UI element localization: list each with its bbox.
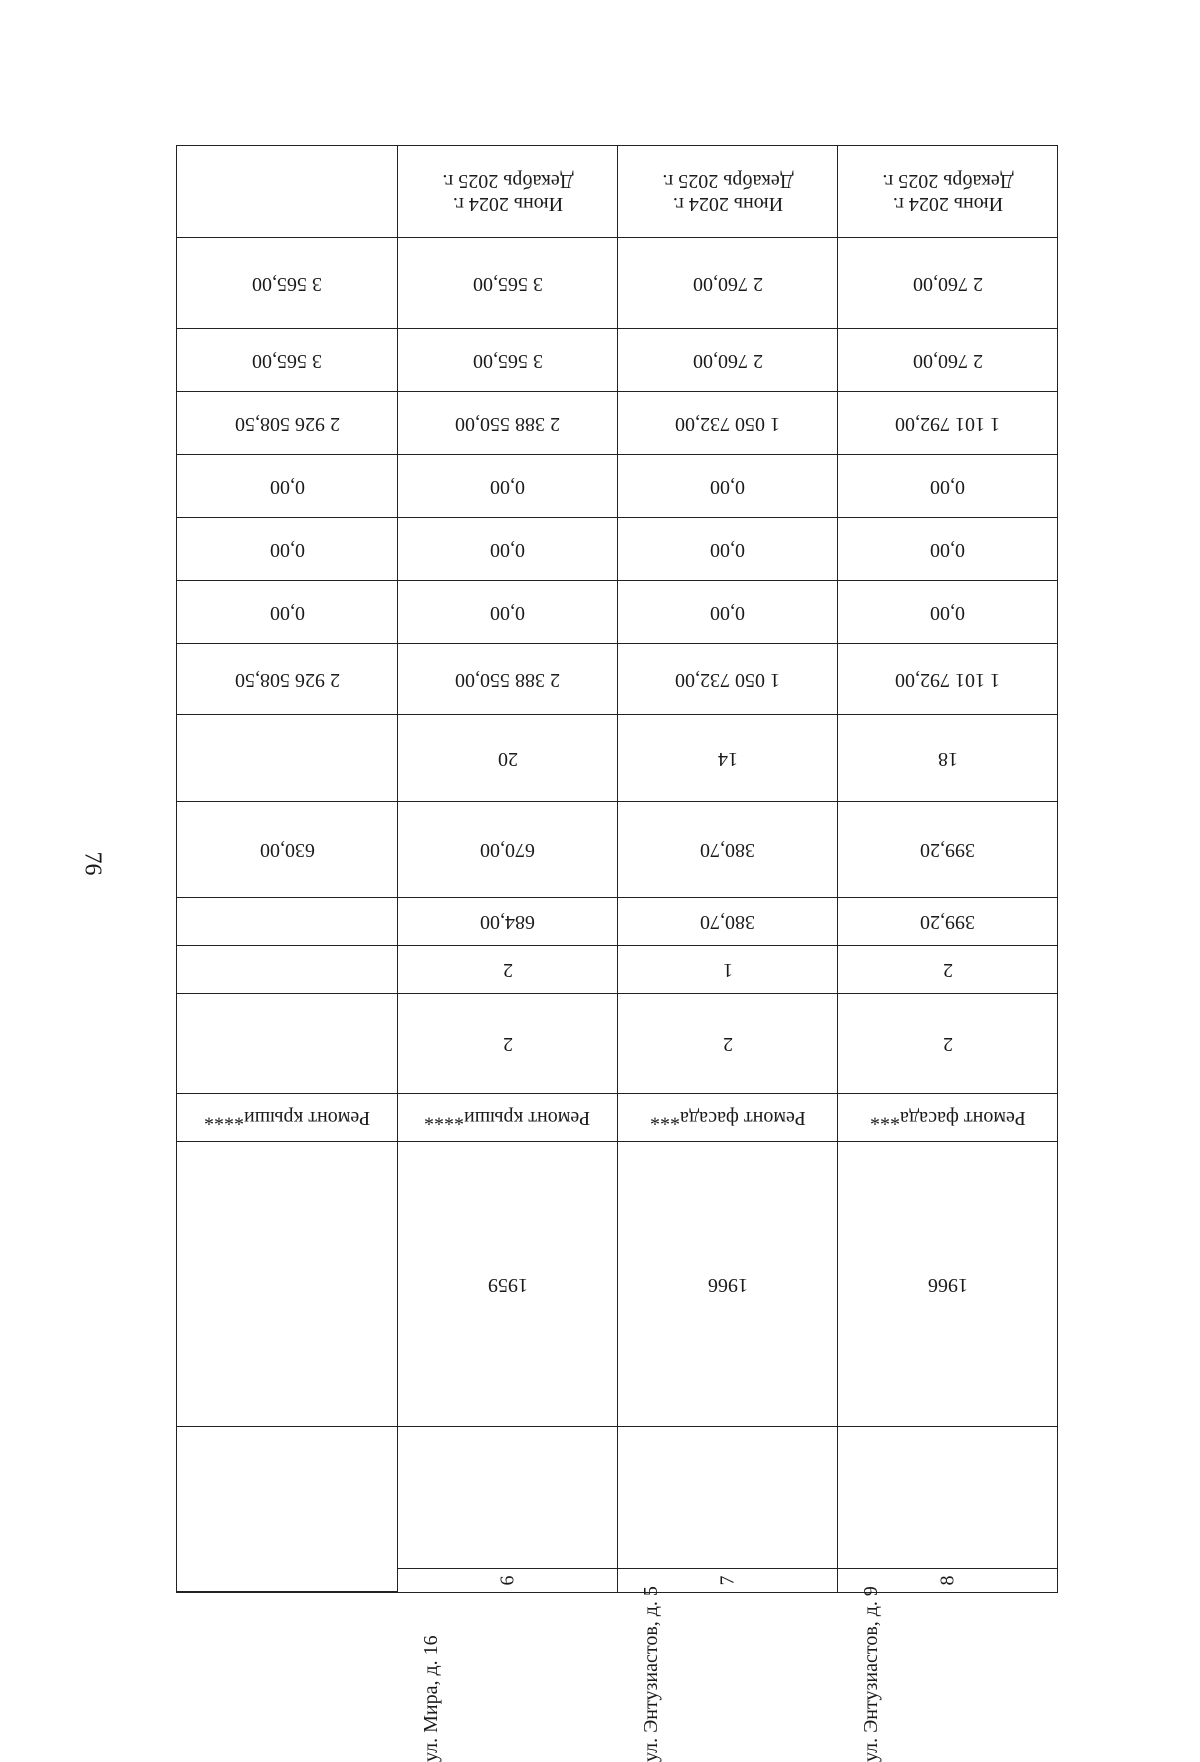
cell-c7: 380,70 [618, 898, 837, 946]
cell-c14: 1 050 732,00 [618, 392, 837, 455]
cell-c12: 0,00 [398, 518, 617, 581]
cell-c14: 2 388 550,00 [398, 392, 617, 455]
cell-number: 6 [496, 1575, 518, 1586]
period-end: Декабрь 2025 г. [441, 169, 574, 192]
cell-address [177, 1427, 397, 1592]
cell-c5 [177, 994, 397, 1094]
cell-c10: 2 388 550,00 [398, 644, 617, 715]
cell-c16: 2 760,00 [838, 238, 1057, 329]
cell-c13: 0,00 [398, 455, 617, 518]
cell-c11: 0,00 [177, 581, 397, 644]
cell-c17 [398, 146, 617, 238]
cell-c17 [177, 146, 397, 238]
cell-work-type: Ремонт фасада*** [838, 1094, 1057, 1142]
cell-c5: 2 [838, 994, 1057, 1094]
cell-year: 1959 [398, 1142, 617, 1427]
cell-c7: 399,20 [838, 898, 1057, 946]
cell-c10: 1 101 792,00 [838, 644, 1057, 715]
cell-address: ул. Энтузиастов, д. 9 [838, 1427, 1057, 1569]
cell-address: ул. Мира, д. 16 [398, 1427, 617, 1569]
cell-c5: 2 [618, 994, 837, 1094]
cell-c15: 3 565,00 [177, 329, 397, 392]
cell-c6: 2 [838, 946, 1057, 994]
cell-c6: 1 [618, 946, 837, 994]
cell-c8: 630,00 [177, 802, 397, 898]
cell-c10: 2 926 508,50 [177, 644, 397, 715]
cell-c8: 670,00 [398, 802, 617, 898]
period-end: Декабрь 2025 г. [661, 169, 794, 192]
cell-work-type: Ремонт фасада*** [618, 1094, 837, 1142]
cell-work-type: Ремонт крыши**** [398, 1094, 617, 1142]
cell-c9 [177, 715, 397, 802]
cell-c15: 3 565,00 [398, 329, 617, 392]
period-start: Июнь 2024 г. [672, 192, 783, 215]
scan-artifact [1096, 1395, 1176, 1695]
cell-year [177, 1142, 397, 1427]
cell-c17 [838, 146, 1057, 238]
cell-year: 1966 [618, 1142, 837, 1427]
cell-c8: 399,20 [838, 802, 1057, 898]
cell-number: 8 [936, 1575, 958, 1586]
cell-address: ул. Энтузиастов, д. 5 [618, 1427, 837, 1569]
cell-c9: 20 [398, 715, 617, 802]
period-start: Июнь 2024 г. [892, 192, 1003, 215]
repair-schedule-table [176, 145, 1058, 1762]
cell-c5: 2 [398, 994, 617, 1094]
cell-c12: 0,00 [618, 518, 837, 581]
cell-c11: 0,00 [398, 581, 617, 644]
cell-year: 1966 [838, 1142, 1057, 1427]
cell-c7 [177, 898, 397, 946]
cell-c12: 0,00 [838, 518, 1057, 581]
cell-c11: 0,00 [838, 581, 1057, 644]
cell-c9: 14 [618, 715, 837, 802]
cell-number: 7 [716, 1575, 738, 1586]
page-number: 76 [79, 851, 106, 876]
cell-work-type: Ремонт крыши**** [177, 1094, 397, 1142]
cell-c9: 18 [838, 715, 1057, 802]
period-end: Декабрь 2025 г. [881, 169, 1014, 192]
cell-c10: 1 050 732,00 [618, 644, 837, 715]
table-row [837, 146, 1057, 1762]
cell-c14: 2 926 508,50 [177, 392, 397, 455]
cell-c13: 0,00 [618, 455, 837, 518]
cell-c12: 0,00 [177, 518, 397, 581]
cell-c14: 1 101 792,00 [838, 392, 1057, 455]
table-row [397, 146, 617, 1762]
cell-c7: 684,00 [398, 898, 617, 946]
table-row [177, 146, 397, 1592]
cell-c17 [618, 146, 837, 238]
period-start: Июнь 2024 г. [452, 192, 563, 215]
cell-c11: 0,00 [618, 581, 837, 644]
cell-c8: 380,70 [618, 802, 837, 898]
cell-c6: 2 [398, 946, 617, 994]
cell-c16: 2 760,00 [618, 238, 837, 329]
cell-c16: 3 565,00 [398, 238, 617, 329]
cell-c13: 0,00 [177, 455, 397, 518]
cell-c16: 3 565,00 [177, 238, 397, 329]
cell-c15: 2 760,00 [618, 329, 837, 392]
cell-c15: 2 760,00 [838, 329, 1057, 392]
cell-c6 [177, 946, 397, 994]
cell-c13: 0,00 [838, 455, 1057, 518]
table-row [617, 146, 837, 1762]
